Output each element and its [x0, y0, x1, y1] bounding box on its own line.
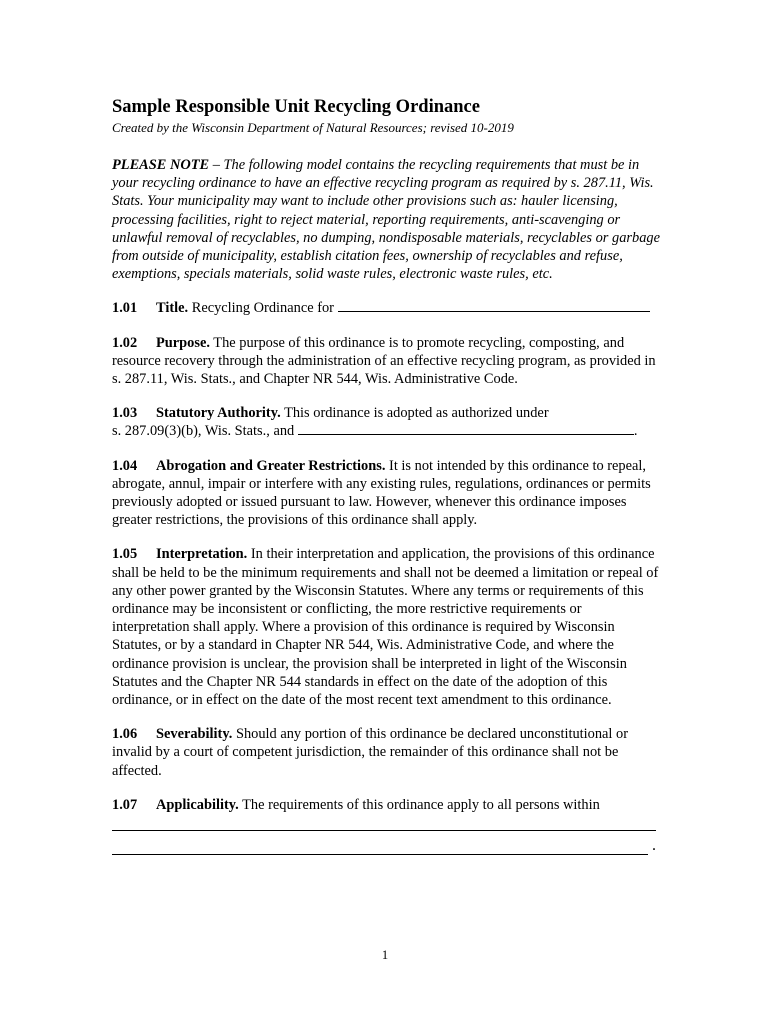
- section-text: This ordinance is adopted as authorized under: [280, 405, 549, 422]
- section-text-line-2: s. 287.09(3)(b), Wis. Stats., and: [112, 423, 298, 440]
- please-note-label: PLEASE NOTE: [112, 157, 210, 173]
- section-1-05: [112, 545, 660, 709]
- applicability-blank-row-2: [112, 837, 660, 855]
- section-number: 1.06: [112, 726, 138, 743]
- section-1-07: [112, 796, 660, 814]
- section-heading: Applicability.: [156, 796, 239, 813]
- section-text: The requirements of this ordinance apply to all persons within: [238, 796, 600, 813]
- section-number: 1.02: [112, 334, 138, 351]
- authority-blank[interactable]: [298, 422, 634, 435]
- page-number: 1: [381, 948, 389, 962]
- section-text: Recycling Ordinance for: [188, 300, 338, 317]
- section-text: It is not intended by this ordinance to repeal, abrogate, annul, impair or interfere with any existing rules, regulations, ordinances or permits previously adopted or issued pursuant to law. However, whenever this ordinance imposes greater restrictions, the provisions of this ordinance shall apply.: [112, 457, 651, 529]
- section-number: 1.05: [112, 546, 138, 563]
- section-text: In their interpretation and application, the provisions of this ordinance shall be held to be the minimum requirements and shall not be deemed a limitation or repeal of any other power granted by the Wisconsin Statutes. Where any terms or requirements of this ordinance may be inconsistent or conflicting, the more restrictive requirements or interpretation shall apply. Where a provision of this ordinance is required by Wisconsin Statutes, or by a standard in Chapter NR 544, Wis. Administrative Code, and where the ordinance provision is unclear, the provision shall be interpreted in light of the Wisconsin Statutes and the Chapter NR 544 standards in effect on the date of the adoption of this ordinance, or in effect on the date of the most recent text amendment to this ordinance.: [112, 546, 659, 709]
- section-end-period: .: [652, 837, 656, 855]
- section-heading: Statutory Authority.: [156, 405, 281, 422]
- section-1-04: [112, 457, 660, 530]
- section-end-period: .: [633, 423, 638, 440]
- document-title: Sample Responsible Unit Recycling Ordinance: [112, 97, 480, 117]
- applicability-blank-line-2[interactable]: [112, 842, 648, 855]
- section-number: 1.04: [112, 457, 138, 474]
- section-heading: Interpretation.: [156, 546, 248, 563]
- section-heading: Severability.: [156, 726, 233, 743]
- municipality-name-blank[interactable]: [338, 299, 650, 312]
- please-note-text: – The following model contains the recycling requirements that must be in your recycling ordinance to have an effective recycling program as required by s. 287.11, Wis. Stats. Your municipality may want to include other provisions such as: hauler licensing, processing facilities, right to reject material, reporting requirements, anti-scavenging or unlawful removal of recyclables, no dumping, nondisposable materials, recyclables or garbage from outside of municipality, establish citation fees, ownership of recyclables and refuse, exemptions, specials materials, solid waste rules, electronic waste rules, etc.: [112, 157, 660, 283]
- please-note-paragraph: [112, 156, 660, 283]
- section-text: Should any portion of this ordinance be declared unconstitutional or invalid by a court of competent jurisdiction, the remainder of this ordinance shall not be affected.: [112, 726, 629, 779]
- section-text: The purpose of this ordinance is to promote recycling, composting, and resource recovery through the administration of an effective recycling program, as provided in s. 287.11, Wis. Stats., and Chapter NR 544, Wis. Administrative Code.: [112, 334, 656, 388]
- section-1-06: [112, 725, 660, 780]
- applicability-blank-line-1[interactable]: [112, 818, 656, 831]
- section-number: 1.03: [112, 405, 138, 422]
- section-1-01: [112, 299, 660, 317]
- section-1-02: [112, 334, 660, 389]
- section-heading: Title.: [156, 300, 189, 317]
- section-number: 1.01: [112, 300, 138, 317]
- document-body: [112, 96, 660, 855]
- section-number: 1.07: [112, 796, 138, 813]
- section-heading: Abrogation and Greater Restrictions.: [156, 457, 386, 474]
- document-subtitle: Created by the Wisconsin Department of Natural Resources; revised 10-2019: [112, 120, 514, 135]
- section-1-03: [112, 404, 660, 440]
- section-heading: Purpose.: [156, 334, 210, 351]
